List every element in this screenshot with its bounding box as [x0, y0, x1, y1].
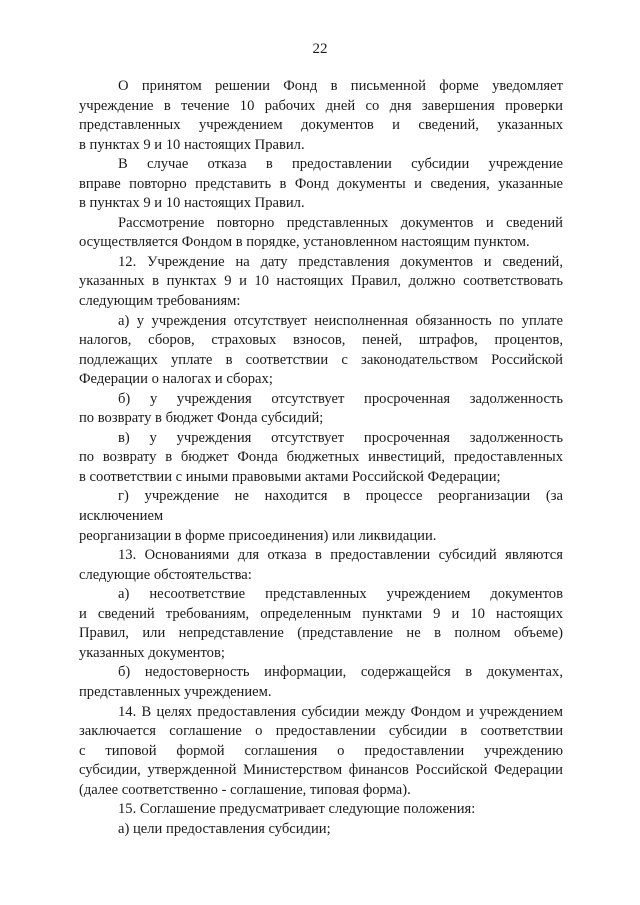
- paragraph-line: в) у учреждения отсутствует просроченная задолженность: [118, 429, 563, 446]
- paragraph: [79, 585, 563, 663]
- paragraph: [79, 155, 563, 214]
- paragraph-line: субсидии, утвержденной Министерством финансов Российской Федерации: [79, 762, 563, 779]
- paragraph: [79, 429, 563, 488]
- paragraph-line: и сведений требованиям, определенным пунктами 9 и 10 настоящих: [79, 605, 563, 622]
- paragraph: [79, 390, 563, 429]
- paragraph-line: подлежащих уплате в соответствии с законодательством Российской: [79, 351, 563, 368]
- paragraph-line: учреждение в течение 10 рабочих дней со дня завершения проверки: [79, 97, 563, 114]
- paragraph: [79, 487, 563, 546]
- paragraph: [79, 703, 563, 801]
- paragraph-line: 14. В целях предоставления субсидии между Фондом и учреждением: [118, 703, 563, 720]
- paragraph-line: Рассмотрение повторно представленных документов и сведений: [118, 214, 563, 231]
- paragraph-line: представленных учреждением документов и сведений, указанных: [79, 117, 563, 134]
- paragraph: [79, 663, 563, 702]
- paragraph-line: реорганизации в форме присоединения) или ликвидации.: [79, 527, 437, 544]
- paragraph-line: в пунктах 9 и 10 настоящих Правил.: [79, 195, 305, 212]
- paragraph-line: Правил, или непредставление (представление не в полном объеме): [79, 625, 563, 642]
- paragraph-line: вправе повторно представить в Фонд документы и сведения, указанные: [79, 175, 563, 192]
- document-body: [79, 77, 563, 839]
- paragraph-line: по возврату в бюджет Фонда субсидий;: [79, 410, 324, 427]
- paragraph-line: а) несоответствие представленных учреждением документов: [118, 586, 563, 603]
- paragraph-line: б) недостоверность информации, содержащейся в документах,: [118, 664, 563, 681]
- paragraph-line: следующие обстоятельства:: [79, 566, 252, 583]
- paragraph-line: в пунктах 9 и 10 настоящих Правил.: [79, 136, 305, 153]
- paragraph: [79, 253, 563, 312]
- paragraph-line: представленных учреждением.: [79, 683, 272, 700]
- paragraph-line: б) у учреждения отсутствует просроченная задолженность: [118, 390, 563, 407]
- paragraph-line: налогов, сборов, страховых взносов, пеней, штрафов, процентов,: [79, 332, 563, 349]
- paragraph-line: а) цели предоставления субсидии;: [118, 820, 331, 837]
- paragraph-line: 15. Соглашение предусматривает следующие положения:: [118, 801, 476, 818]
- paragraph: [79, 820, 563, 840]
- paragraph-line: В случае отказа в предоставлении субсидии учреждение: [118, 156, 563, 173]
- paragraph: [79, 800, 563, 820]
- paragraph-line: Федерации о налогах и сборах;: [79, 371, 273, 388]
- paragraph-line: 13. Основаниями для отказа в предоставлении субсидий являются: [118, 547, 563, 564]
- paragraph-line: следующим требованиям:: [79, 293, 241, 310]
- paragraph: [79, 214, 563, 253]
- paragraph-line: О принятом решении Фонд в письменной форме уведомляет: [118, 78, 563, 94]
- paragraph: [79, 77, 563, 155]
- paragraph-line: заключается соглашение о предоставлении субсидии в соответствии: [79, 723, 563, 740]
- paragraph-line: г) учреждение не находится в процессе реорганизации (за исключением: [79, 488, 563, 525]
- paragraph-line: указанных в пунктах 9 и 10 настоящих Правил, должно соответствовать: [79, 273, 563, 290]
- page-number: 22: [312, 41, 328, 57]
- paragraph-line: в соответствии с иными правовыми актами Российской Федерации;: [79, 468, 501, 485]
- paragraph-line: (далее соответственно - соглашение, типовая форма).: [79, 781, 411, 798]
- paragraph: [79, 312, 563, 390]
- paragraph-line: с типовой формой соглашения о предоставлении учреждению: [79, 742, 563, 759]
- paragraph: [79, 546, 563, 585]
- paragraph-line: указанных документов;: [79, 644, 225, 661]
- paragraph-line: 12. Учреждение на дату представления документов и сведений,: [118, 253, 563, 270]
- paragraph-line: осуществляется Фондом в порядке, установленном настоящим пунктом.: [79, 234, 530, 251]
- paragraph-line: а) у учреждения отсутствует неисполненная обязанность по уплате: [118, 312, 563, 329]
- paragraph-line: по возврату в бюджет Фонда бюджетных инвестиций, предоставленных: [79, 449, 563, 466]
